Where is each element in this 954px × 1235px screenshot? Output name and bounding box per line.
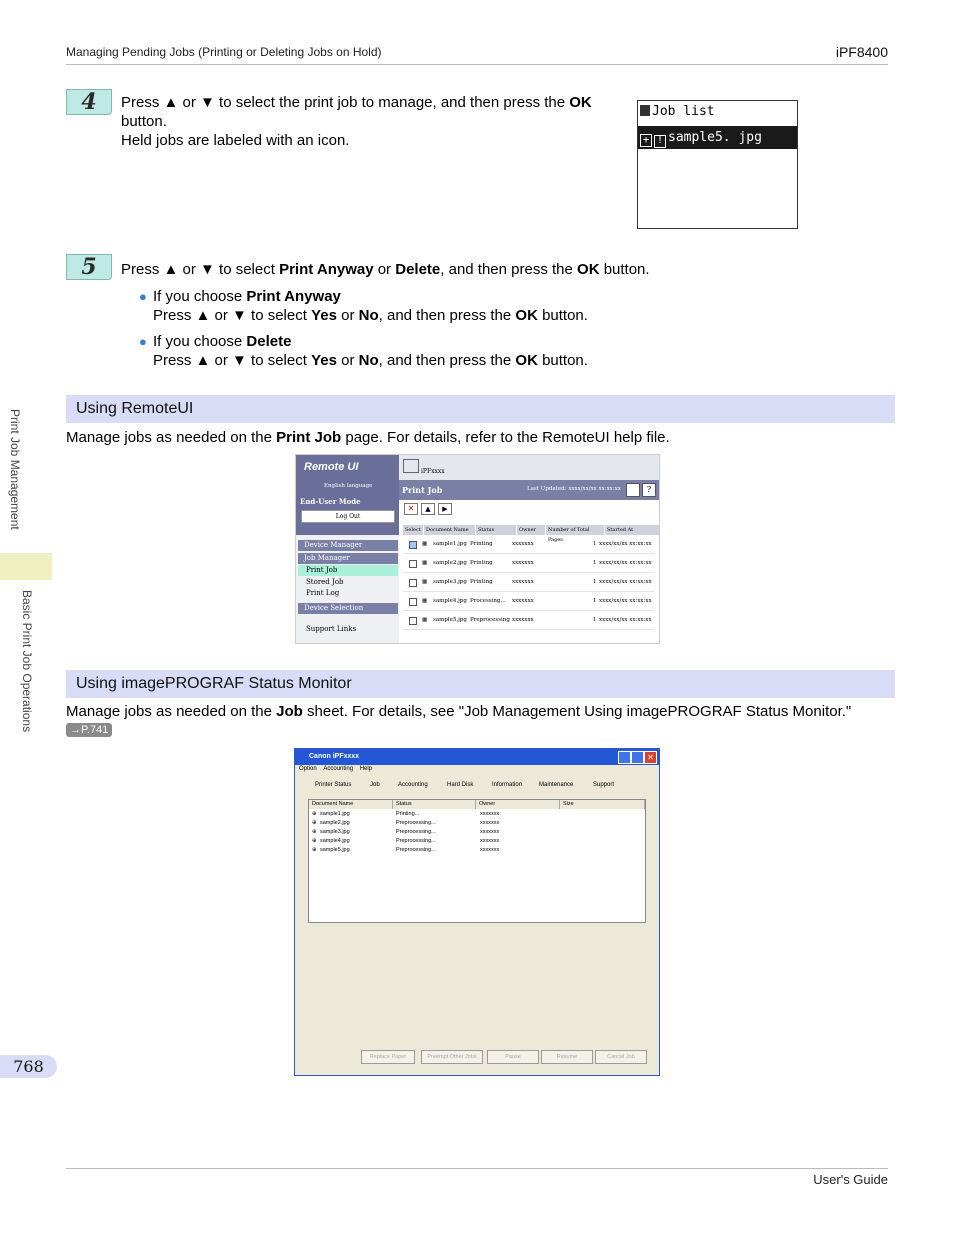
menu-help[interactable]: Help <box>359 766 373 772</box>
table-row[interactable]: ▦ sample3.jpg Printing xxxxxxx 1 xxxx/xx/xx xx:xx:xx <box>403 573 655 592</box>
step-5-badge: 5 <box>66 254 112 280</box>
expand-icon: + <box>640 134 652 147</box>
pause-button[interactable]: Pause <box>487 1050 539 1064</box>
col-total-pages: Number of Total Pages <box>546 525 604 535</box>
minimize-icon[interactable] <box>618 751 631 764</box>
col-status: Status <box>476 525 516 535</box>
maximize-icon[interactable] <box>631 751 644 764</box>
job-icon: ⊕ <box>312 811 317 817</box>
nav-device-selection[interactable]: Device Selection <box>298 603 398 614</box>
lcd-job-list-panel <box>637 100 798 229</box>
nav-stored-job[interactable]: Stored Job <box>306 578 344 586</box>
row-checkbox <box>409 598 417 606</box>
step-4-text: Press ▲ or ▼ to select the print job to manage, and then press the OK button. Held jobs are labeled with an icon. <box>121 94 592 149</box>
section-heading-status-monitor: Using imagePROGRAF Status Monitor <box>66 670 895 698</box>
status-monitor-paragraph: Manage jobs as needed on the Job sheet. For details, see "Job Management Using imagePROGRAF Status Monitor." <box>66 703 852 720</box>
job-icon: ⊕ <box>312 847 317 853</box>
cancel-job-button[interactable]: Cancel Job <box>595 1050 647 1064</box>
job-icon: ⊕ <box>312 838 317 844</box>
table-row[interactable]: ▦ sample4.jpg Processing... xxxxxxx 1 xxxx/xx/xx xx:xx:xx <box>403 592 655 611</box>
remoteui-last-updated: Last Updated: xxxx/xx/xx xx:xx:xx <box>527 486 621 492</box>
step-5-text: Press ▲ or ▼ to select Print Anyway or Delete, and then press the OK button. <box>121 261 650 278</box>
row-checkbox <box>409 579 417 587</box>
job-file-icon: ▦ <box>422 579 428 585</box>
remoteui-mode: End-User Mode <box>300 497 361 506</box>
side-chapter-label: Print Job Management <box>8 409 22 530</box>
table-row[interactable]: ▦ sample1.jpg Printing xxxxxxx 1 xxxx/xx/xx xx:xx:xx <box>403 535 655 554</box>
bullet-icon: ● <box>139 289 147 304</box>
table-row[interactable]: ▦ sample5.jpg Preprocessing xxxxxxx 1 xxxx/xx/xx xx:xx:xx <box>403 611 655 630</box>
remoteui-logo-panel <box>296 455 399 535</box>
remoteui-language-link: English language <box>324 483 373 489</box>
tab-printer-status[interactable]: Printer Status <box>315 782 352 788</box>
remoteui-paragraph: Manage jobs as needed on the Print Job page. For details, refer to the RemoteUI help file. <box>66 429 670 446</box>
lcd-selected-job: + ! sample5. jpg <box>638 126 797 149</box>
section-heading-remoteui: Using RemoteUI <box>66 395 895 423</box>
tab-job[interactable]: Job <box>370 782 380 788</box>
side-chapter-marker <box>0 553 52 580</box>
step-4-badge: 4 <box>66 89 112 115</box>
remoteui-page-title: Print Job <box>402 485 443 495</box>
page-reference-link[interactable]: →P.741 <box>66 723 112 737</box>
nav-support-links[interactable]: Support Links <box>306 625 357 633</box>
table-row[interactable]: ▦ sample2.jpg Printing xxxxxxx 1 xxxx/xx/xx xx:xx:xx <box>403 554 655 573</box>
nav-print-job[interactable]: Print Job <box>298 565 398 576</box>
bullet-icon: ● <box>139 334 147 349</box>
refresh-icon[interactable] <box>626 483 640 497</box>
job-list-icon <box>640 105 650 116</box>
step-5-bullet-print-anyway: ● If you choose Print Anyway Press ▲ or ▼ to select Yes or No, and then press the OK button. <box>139 288 588 324</box>
tab-support[interactable]: Support <box>593 782 615 788</box>
menu-option[interactable]: Option <box>299 766 317 772</box>
preempt-other-jobs-button[interactable]: Preempt Other Jobs <box>421 1050 483 1064</box>
col-select: Select <box>403 525 423 535</box>
footer-guide-name: User's Guide <box>813 1172 888 1187</box>
remoteui-screenshot <box>295 454 660 644</box>
col-started-at: Started At <box>605 525 659 535</box>
job-icon: ⊕ <box>312 829 317 835</box>
held-job-icon: ! <box>654 135 666 148</box>
job-file-icon: ▦ <box>422 541 428 547</box>
remoteui-logo: Remote UI <box>304 461 359 473</box>
replace-paper-button[interactable]: Replace Paper <box>361 1050 415 1064</box>
remoteui-page-bar <box>399 480 659 500</box>
col-owner[interactable]: Owner <box>476 800 560 809</box>
remoteui-logout-button[interactable]: Log Out <box>301 510 395 523</box>
side-section-label: Basic Print Job Operations <box>20 590 34 733</box>
running-header-model: iPF8400 <box>835 44 888 60</box>
lcd-title: Job list <box>640 104 715 119</box>
row-checkbox <box>409 560 417 568</box>
tab-hard-disk[interactable]: Hard Disk <box>447 782 474 788</box>
list-item[interactable]: ⊕ sample1.jpg Printing... xxxxxxx <box>312 811 500 817</box>
delete-job-icon[interactable]: ✕ <box>404 503 418 515</box>
help-icon[interactable]: ? <box>642 483 656 497</box>
col-document-name: Document Name <box>424 525 475 535</box>
play-icon[interactable]: ▶ <box>438 503 452 515</box>
resume-button[interactable]: Resume <box>541 1050 593 1064</box>
job-icon: ⊕ <box>312 820 317 826</box>
row-checkbox <box>409 617 417 625</box>
close-icon[interactable]: ✕ <box>644 751 657 764</box>
menu-bar <box>299 766 372 772</box>
col-status[interactable]: Status <box>393 800 476 809</box>
nav-device-manager[interactable]: Device Manager <box>298 540 398 551</box>
tab-accounting[interactable]: Accounting <box>398 782 428 788</box>
menu-accounting[interactable]: Accounting <box>323 766 354 772</box>
move-top-icon[interactable]: ▲ <box>421 503 435 515</box>
page-number: 768 <box>0 1055 57 1078</box>
status-monitor-screenshot <box>294 748 660 1076</box>
list-item[interactable]: ⊕ sample5.jpg Preprocessing... xxxxxxx <box>312 847 500 853</box>
job-file-icon: ▦ <box>422 598 428 604</box>
header-rule <box>66 64 888 65</box>
tab-information[interactable]: Information <box>492 782 523 788</box>
tab-maintenance[interactable]: Maintenance <box>539 782 574 788</box>
running-header-title: Managing Pending Jobs (Printing or Deleting Jobs on Hold) <box>66 45 382 59</box>
nav-print-log[interactable]: Print Log <box>306 589 340 597</box>
remoteui-printer-header <box>399 455 659 480</box>
col-document-name[interactable]: Document Name <box>309 800 393 809</box>
list-item[interactable]: ⊕ sample4.jpg Preprocessing... xxxxxxx <box>312 838 500 844</box>
job-list[interactable] <box>308 799 646 923</box>
list-item[interactable]: ⊕ sample3.jpg Preprocessing... xxxxxxx <box>312 829 500 835</box>
list-item[interactable]: ⊕ sample2.jpg Preprocessing... xxxxxxx <box>312 820 500 826</box>
job-file-icon: ▦ <box>422 560 428 566</box>
status-monitor-titlebar: Canon iPFxxxx ✕ <box>295 749 659 765</box>
printer-icon <box>403 459 419 473</box>
footer-rule <box>66 1168 888 1169</box>
remoteui-printer-name: iPFxxxx <box>421 468 445 475</box>
step-5-bullet-delete: ● If you choose Delete Press ▲ or ▼ to select Yes or No, and then press the OK button. <box>139 333 588 369</box>
col-owner: Owner <box>517 525 545 535</box>
col-size[interactable]: Size <box>560 800 645 809</box>
job-file-icon: ▦ <box>422 617 428 623</box>
nav-job-manager[interactable]: Job Manager <box>298 553 398 564</box>
row-checkbox <box>409 541 417 549</box>
